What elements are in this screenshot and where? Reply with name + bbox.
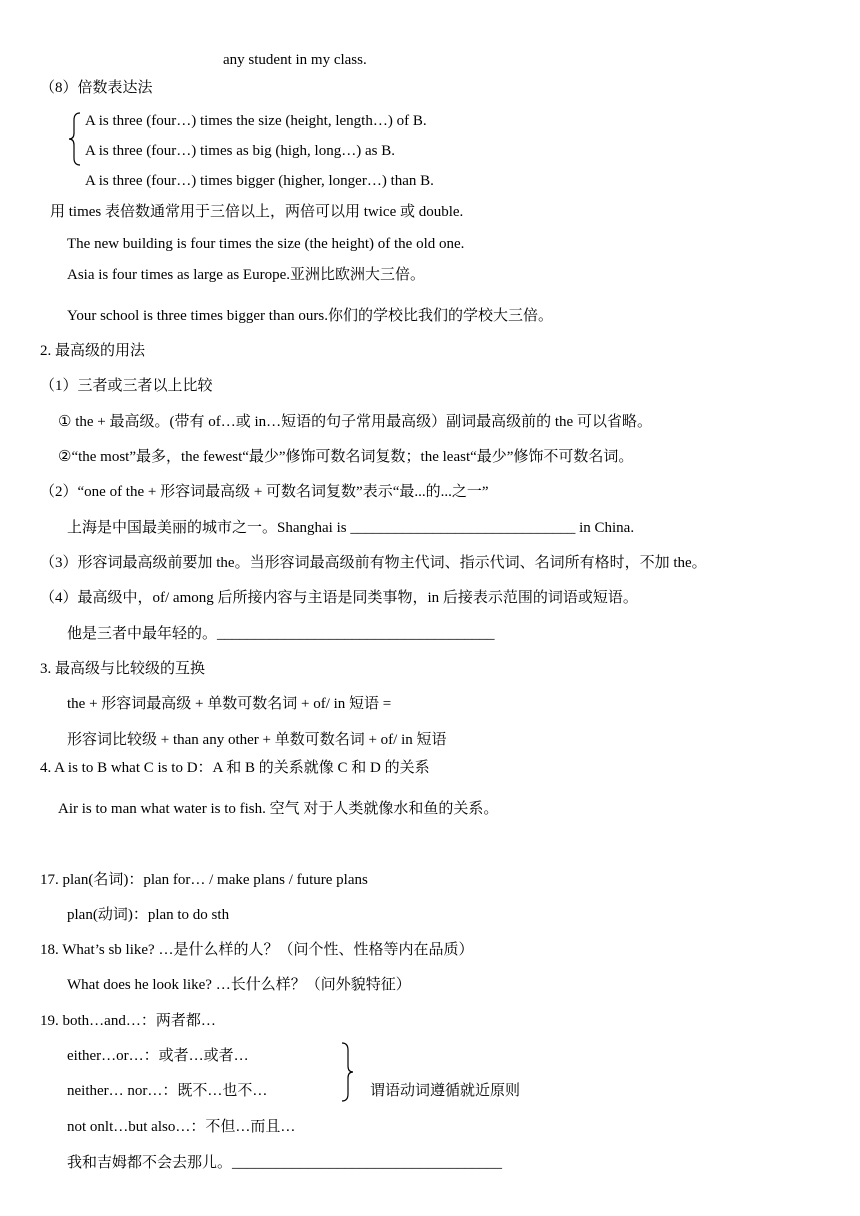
exercise-line: 我和吉姆都不会去那儿。____________________________________ <box>67 1155 503 1171</box>
right-brace-icon <box>340 1042 354 1102</box>
example-line: Asia is four times as large as Europe.亚洲比欧洲大三倍。 <box>67 267 426 283</box>
exercise-line: 他是三者中最年轻的。_____________________________________ <box>67 626 495 642</box>
text-line: ②“the most”最多，the fewest“最少”修饰可数名词复数；the least“最少”修饰不可数名词。 <box>58 449 634 465</box>
subsection-heading: （1）三者或三者以上比较 <box>40 378 213 394</box>
section-heading: 3. 最高级与比较级的互换 <box>40 661 206 677</box>
section-heading: 4. A is to B what C is to D：A 和 B 的关系就像 C 和 D 的关系 <box>40 760 430 776</box>
example-line: Air is to man what water is to fish. 空气 对于人类就像水和鱼的关系。 <box>58 801 499 817</box>
section-heading: 17. plan(名词)：plan for… / make plans / future plans <box>40 872 368 888</box>
subsection-heading: （3）形容词最高级前要加 the。当形容词最高级前有物主代词、指示代词、名词所有格时，不加 the。 <box>40 555 707 571</box>
text-line: What does he look like? …长什么样？（问外貌特征） <box>67 977 411 993</box>
text-line: ① the + 最高级。(带有 of…或 in…短语的句子常用最高级）副词最高级前的 the 可以省略。 <box>58 414 652 430</box>
text-line: the + 形容词最高级 + 单数可数名词 + of/ in 短语 = <box>67 696 392 712</box>
text-line: 用 times 表倍数通常用于三倍以上，两倍可以用 twice 或 double. <box>50 204 464 220</box>
example-line: The new building is four times the size (the height) of the old one. <box>67 236 465 252</box>
left-brace-icon <box>68 112 82 166</box>
section-heading: 2. 最高级的用法 <box>40 343 146 359</box>
section-heading: （8）倍数表达法 <box>40 80 153 96</box>
text-line: A is three (four…) times the size (height, length…) of B. <box>85 113 427 129</box>
text-line: neither… nor…：既不…也不… <box>67 1083 268 1099</box>
text-line: plan(动词)：plan to do sth <box>67 907 230 923</box>
text-line: either…or…：或者…或者… <box>67 1048 249 1064</box>
note-text: 谓语动词遵循就近原则 <box>370 1083 521 1099</box>
text-line: 形容词比较级 + than any other + 单数可数名词 + of/ in 短语 <box>67 732 447 748</box>
text-line: any student in my class. <box>223 52 367 68</box>
example-line: Your school is three times bigger than ours.你们的学校比我们的学校大三倍。 <box>67 308 553 324</box>
subsection-heading: （4）最高级中，of/ among 后所接内容与主语是同类事物，in 后接表示范围的词语或短语。 <box>40 590 638 606</box>
text-line: A is three (four…) times bigger (higher, longer…) than B. <box>85 173 434 189</box>
text-line: A is three (four…) times as big (high, long…) as B. <box>85 143 395 159</box>
text-line: not onlt…but also…：不但…而且… <box>67 1119 296 1135</box>
subsection-heading: （2）“one of the + 形容词最高级 + 可数名词复数”表示“最...的...之一” <box>40 484 489 500</box>
exercise-line: 上海是中国最美丽的城市之一。Shanghai is ______________________________ in China. <box>67 520 635 536</box>
section-heading: 19. both…and…：两者都… <box>40 1013 216 1029</box>
section-heading: 18. What’s sb like? …是什么样的人？（问个性、性格等内在品质） <box>40 942 474 958</box>
